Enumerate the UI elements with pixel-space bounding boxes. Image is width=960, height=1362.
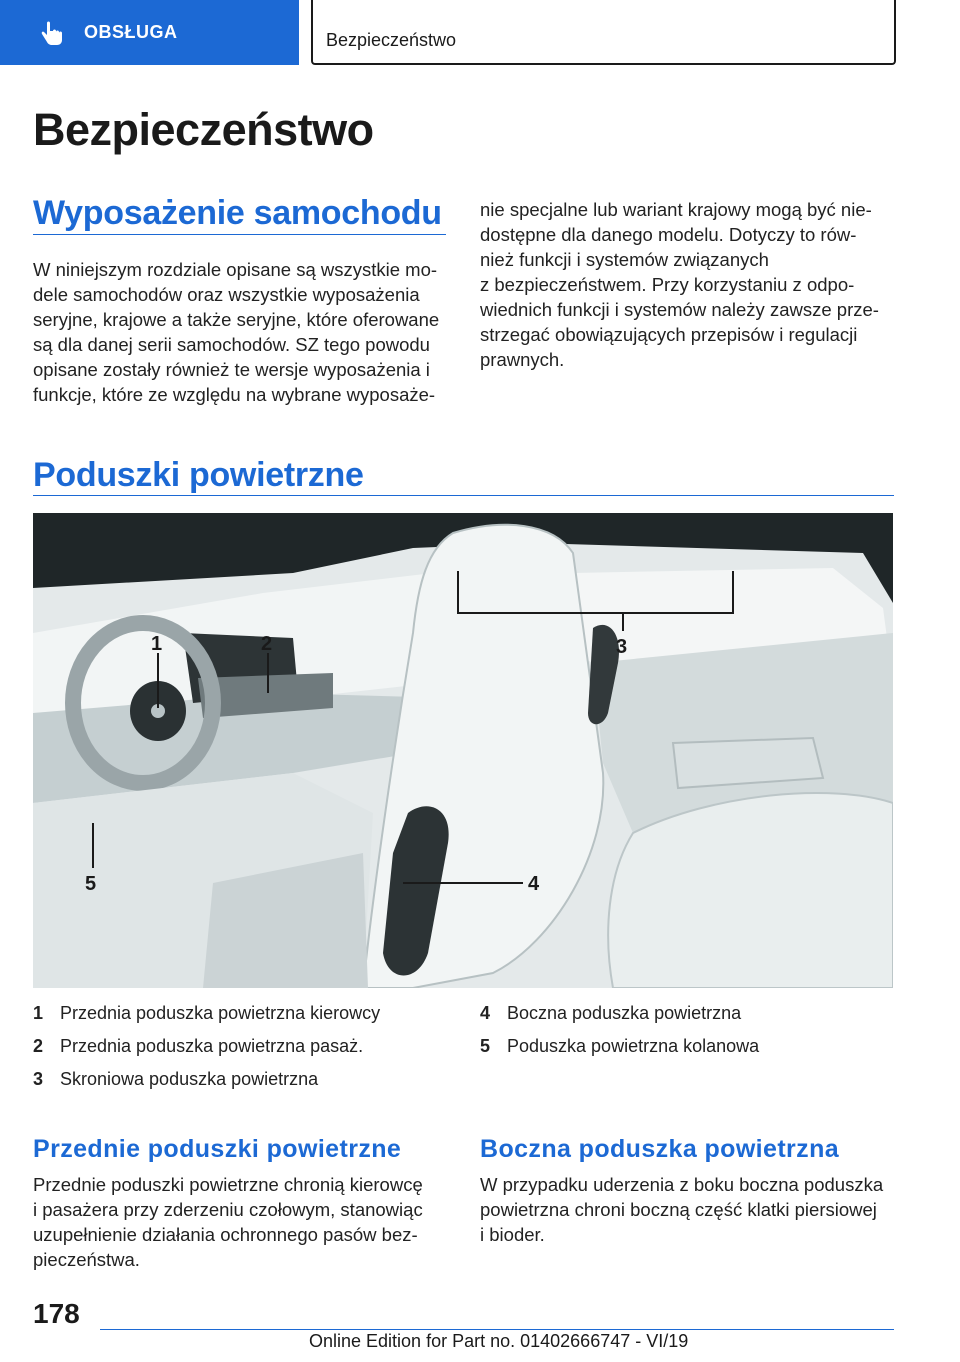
text-line: opisane zostały również te wersje wyposażenia i (33, 359, 430, 380)
legend-text: Przednia poduszka powietrzna kierowcy (60, 1003, 381, 1023)
breadcrumb-label: Bezpieczeństwo (326, 30, 457, 50)
side-airbag-text (480, 1172, 883, 1247)
callout-5: 5 (85, 873, 97, 895)
text-line: uzupełnienie działania ochronnego pasów bez- (33, 1224, 418, 1245)
legend-item (33, 1003, 380, 1036)
text-line: funkcje, które ze względu na wybrane wyposaże- (33, 384, 436, 405)
legend-number: 5 (480, 1036, 491, 1056)
hand-pointer-icon (38, 20, 66, 48)
figure-legend-right (480, 1003, 759, 1069)
text-line: nie specjalne lub wariant krajowy mogą być nie- (480, 199, 872, 220)
text-line: prawnych. (480, 349, 565, 370)
legend-item (480, 1003, 759, 1036)
page-number: 178 (33, 1298, 80, 1329)
text-line: powietrzna chroni boczną część klatki piersiowej (480, 1199, 877, 1220)
legend-item (480, 1036, 759, 1069)
text-line: pieczeństwa. (33, 1249, 140, 1270)
legend-text: Boczna poduszka powietrzna (507, 1003, 742, 1023)
legend-text: Poduszka powietrzna kolanowa (507, 1036, 760, 1056)
text-line: dele samochodów oraz wszystkie wyposażenia (33, 284, 420, 305)
text-line: nież funkcji i systemów związanych (480, 249, 769, 270)
text-line: Przednie poduszki powietrzne chronią kierowcę (33, 1174, 423, 1195)
callout-2: 2 (261, 633, 273, 655)
heading-airbags: Poduszki powietrzne (33, 456, 364, 494)
text-line: W przypadku uderzenia z boku boczna poduszka (480, 1174, 884, 1195)
heading-rule (33, 495, 894, 496)
section-tab-label: OBSŁUGA (84, 22, 178, 42)
text-line: strzegać obowiązujących przepisów i regulacji (480, 324, 858, 345)
text-line: W niniejszym rozdziale opisane są wszystkie mo- (33, 259, 438, 280)
callout-3: 3 (616, 636, 628, 658)
legend-number: 3 (33, 1069, 44, 1089)
airbag-locations-illustration (33, 513, 893, 988)
text-line: i pasażera przy zderzeniu czołowym, stanowiąc (33, 1199, 423, 1220)
heading-side-airbag: Boczna poduszka powietrzna (480, 1135, 840, 1163)
legend-number: 1 (33, 1003, 44, 1023)
section-tab[interactable] (0, 0, 299, 65)
figure-legend-left (33, 1003, 380, 1102)
text-line: seryjne, krajowe a także seryjne, które oferowane (33, 309, 440, 330)
text-line: dostępne dla danego modelu. Dotyczy to rów- (480, 224, 857, 245)
callout-4: 4 (528, 873, 540, 895)
front-airbags-text (33, 1172, 423, 1272)
text-line: wiednich funkcji i systemów należy zawsze prze- (480, 299, 879, 320)
equipment-text-col2 (480, 197, 879, 372)
callout-1: 1 (151, 633, 163, 655)
heading-front-airbags: Przednie poduszki powietrzne (33, 1135, 402, 1163)
text-line: i bioder. (480, 1224, 545, 1245)
text-line: są dla danej serii samochodów. SZ tego powodu (33, 334, 430, 355)
heading-equipment: Wyposażenie samochodu (33, 194, 442, 232)
legend-text: Przednia poduszka powietrzna pasaż. (60, 1036, 364, 1056)
legend-item (33, 1069, 380, 1102)
legend-number: 2 (33, 1036, 44, 1056)
footer-rule (100, 1329, 894, 1330)
page-title: Bezpieczeństwo (33, 104, 374, 155)
equipment-text-col1 (33, 257, 439, 407)
text-line: z bezpieczeństwem. Przy korzystaniu z odpo- (480, 274, 855, 295)
legend-number: 4 (480, 1003, 491, 1023)
legend-item (33, 1036, 380, 1069)
heading-rule (33, 234, 446, 235)
legend-text: Skroniowa poduszka powietrzna (60, 1069, 319, 1089)
footer-edition: Online Edition for Part no. 01402666747 - VI/19 (309, 1331, 689, 1351)
